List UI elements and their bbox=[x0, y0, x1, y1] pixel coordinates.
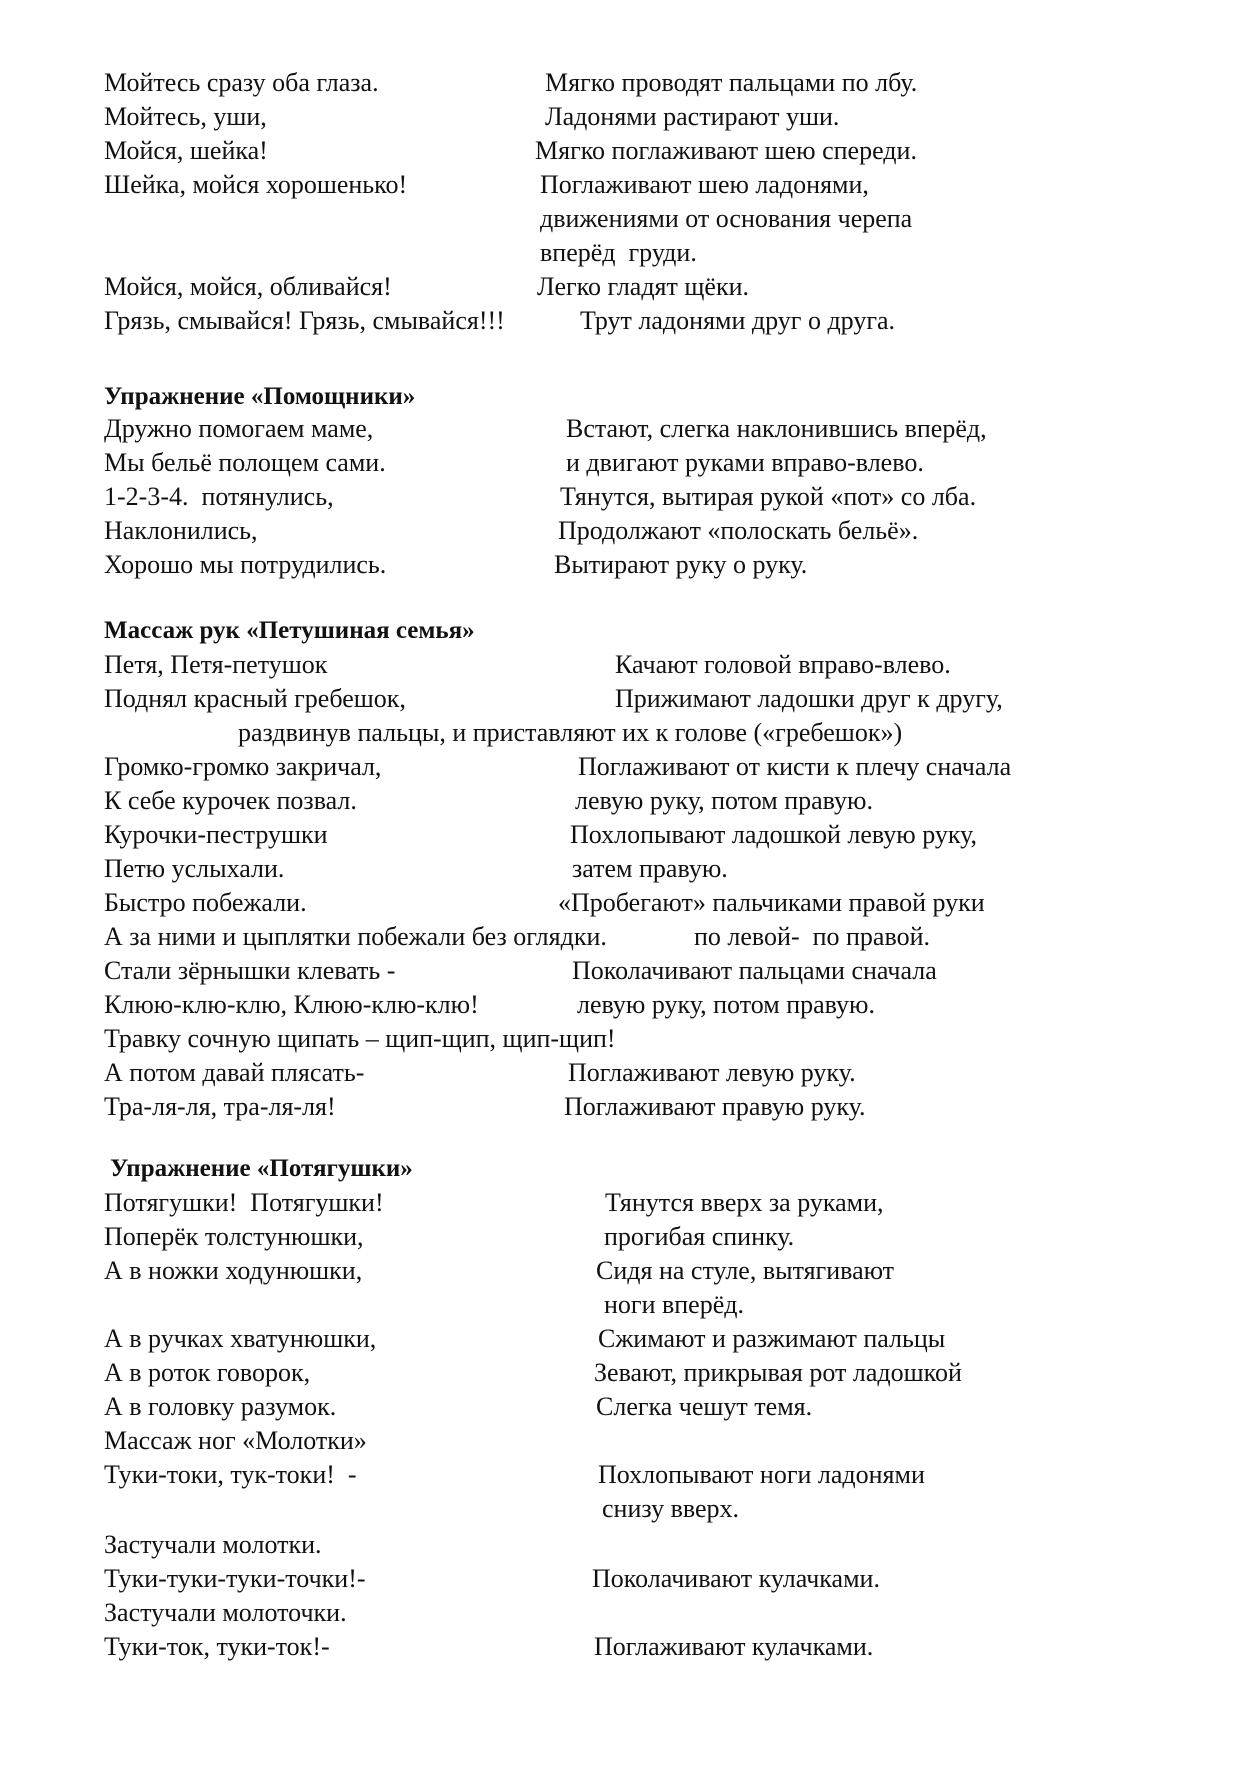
action-text: Поглаживают левую руку. bbox=[568, 1058, 856, 1087]
verse-line bbox=[0, 1288, 1240, 1322]
action-text: Мягко проводят пальцами по лбу. bbox=[545, 68, 918, 97]
verse-text: Потягушки! Потягушки! bbox=[104, 1188, 384, 1217]
action-text: Мягко поглаживают шею спереди. bbox=[535, 136, 917, 165]
verse-line bbox=[0, 446, 1240, 480]
verse-text: Тра-ля-ля, тра-ля-ля! bbox=[104, 1092, 336, 1121]
verse-text: А в роток говорок, bbox=[104, 1358, 311, 1387]
verse-line bbox=[0, 480, 1240, 514]
verse-line bbox=[0, 682, 1240, 716]
verse-text: Шейка, мойся хорошенько! bbox=[104, 170, 408, 199]
verse-line bbox=[0, 1254, 1240, 1288]
verse-line bbox=[0, 1630, 1240, 1664]
action-text: Поглаживают от кисти к плечу сначала bbox=[578, 752, 1012, 781]
verse-line bbox=[0, 648, 1240, 682]
verse-line bbox=[0, 954, 1240, 988]
verse-text: Стали зёрнышки клевать - bbox=[104, 956, 396, 985]
verse-line bbox=[0, 202, 1240, 236]
verse-text: Быстро побежали. bbox=[104, 888, 307, 917]
verse-text: Петя, Петя-петушок bbox=[104, 650, 328, 679]
action-text: Поглаживают кулачками. bbox=[594, 1632, 874, 1661]
verse-line bbox=[0, 100, 1240, 134]
action-text: ноги вперёд. bbox=[604, 1290, 744, 1319]
action-text: Поглаживают шею ладонями, bbox=[540, 170, 869, 199]
action-text: Сидя на стуле, вытягивают bbox=[596, 1256, 895, 1285]
action-text: прогибая спинку. bbox=[604, 1222, 795, 1251]
action-text: Похлопывают ладошкой левую руку, bbox=[570, 820, 978, 849]
action-text: Вытирают руку о руку. bbox=[554, 550, 808, 579]
verse-text: Мойтесь сразу оба глаза. bbox=[104, 68, 379, 97]
verse-line bbox=[0, 304, 1240, 338]
verse-line bbox=[0, 784, 1240, 818]
verse-line bbox=[0, 134, 1240, 168]
verse-line bbox=[0, 852, 1240, 886]
action-text: Легко гладят щёки. bbox=[537, 272, 749, 301]
verse-text: Мойся, шейка! bbox=[104, 136, 268, 165]
verse-text: А в головку разумок. bbox=[104, 1392, 337, 1421]
verse-line bbox=[0, 1322, 1240, 1356]
section-title: Массаж рук «Петушиная семья» bbox=[104, 617, 475, 644]
verse-line bbox=[0, 1056, 1240, 1090]
verse-line bbox=[0, 750, 1240, 784]
verse-line bbox=[0, 716, 1240, 750]
verse-text: Поперёк толстунюшки, bbox=[104, 1222, 364, 1251]
action-text: Встают, слегка наклонившись вперёд, bbox=[566, 414, 987, 443]
action-text: затем правую. bbox=[572, 854, 728, 883]
action-text: Трут ладонями друг о друга. bbox=[580, 306, 896, 335]
action-text: Тянутся вверх за руками, bbox=[605, 1188, 884, 1217]
verse-text: Громко-громко закричал, bbox=[104, 752, 382, 781]
verse-line bbox=[0, 1596, 1240, 1630]
action-text: Поколачивают пальцами сначала bbox=[572, 956, 937, 985]
section-title: Упражнение «Помощники» bbox=[104, 383, 416, 410]
action-text: вперёд груди. bbox=[540, 238, 697, 267]
action-text: левую руку, потом правую. bbox=[575, 786, 873, 815]
verse-text: Грязь, смывайся! Грязь, смывайся!!! bbox=[104, 306, 505, 335]
action-text: Прижимают ладошки друг к другу, bbox=[615, 684, 1003, 713]
verse-line bbox=[0, 1562, 1240, 1596]
verse-line bbox=[0, 66, 1240, 100]
verse-line bbox=[0, 1090, 1240, 1124]
verse-text: Поднял красный гребешок, bbox=[104, 684, 406, 713]
action-text: Продолжают «полоскать бельё». bbox=[558, 516, 919, 545]
verse-text: Мойся, мойся, обливайся! bbox=[104, 272, 392, 301]
verse-text: Туки-ток, туки-ток!- bbox=[104, 1632, 330, 1661]
action-text: Похлопывают ноги ладонями bbox=[598, 1460, 925, 1489]
verse-text: Травку сочную щипать – щип-щип, щип-щип! bbox=[104, 1024, 616, 1053]
verse-line bbox=[0, 1528, 1240, 1562]
verse-line bbox=[0, 236, 1240, 270]
verse-line bbox=[0, 1022, 1240, 1056]
action-text: «Пробегают» пальчиками правой руки bbox=[558, 888, 985, 917]
verse-line bbox=[0, 1390, 1240, 1424]
verse-line bbox=[0, 988, 1240, 1022]
verse-line bbox=[0, 1220, 1240, 1254]
action-text: раздвинув пальцы, и приставляют их к голове («гребешок») bbox=[238, 718, 903, 747]
action-text: Слегка чешут темя. bbox=[596, 1392, 813, 1421]
verse-text: Мы бельё полощем сами. bbox=[104, 448, 386, 477]
verse-text: А в ножки ходунюшки, bbox=[104, 1256, 363, 1285]
verse-text: К себе курочек позвал. bbox=[104, 786, 357, 815]
verse-line bbox=[0, 1458, 1240, 1492]
action-text: Тянутся, вытирая рукой «пот» со лба. bbox=[560, 482, 977, 511]
verse-line bbox=[0, 514, 1240, 548]
action-text: и двигают руками вправо-влево. bbox=[566, 448, 924, 477]
action-text: левую руку, потом правую. bbox=[577, 990, 875, 1019]
verse-text: А потом давай плясать- bbox=[104, 1058, 365, 1087]
verse-text: А в ручках хватунюшки, bbox=[104, 1324, 377, 1353]
verse-line bbox=[0, 920, 1240, 954]
verse-line bbox=[0, 818, 1240, 852]
verse-text: Туки-туки-туки-точки!- bbox=[104, 1564, 366, 1593]
verse-text: Застучали молоточки. bbox=[104, 1598, 347, 1627]
action-text: по левой- по правой. bbox=[694, 922, 930, 951]
action-text: Зевают, прикрывая рот ладошкой bbox=[594, 1358, 962, 1387]
verse-line bbox=[0, 412, 1240, 446]
subsection-title: Массаж ног «Молотки» bbox=[104, 1426, 367, 1455]
verse-line bbox=[0, 1492, 1240, 1526]
action-text: Качают головой вправо-влево. bbox=[615, 650, 951, 679]
action-text: Поколачивают кулачками. bbox=[592, 1564, 880, 1593]
action-text: снизу вверх. bbox=[602, 1494, 740, 1523]
action-text: Поглаживают правую руку. bbox=[564, 1092, 866, 1121]
verse-line bbox=[0, 168, 1240, 202]
verse-text: Хорошо мы потрудились. bbox=[104, 550, 387, 579]
verse-text: Петю услыхали. bbox=[104, 854, 285, 883]
action-text: Сжимают и разжимают пальцы bbox=[598, 1324, 946, 1353]
verse-text: Клюю-клю-клю, Клюю-клю-клю! bbox=[104, 990, 479, 1019]
action-text: Ладонями растирают уши. bbox=[545, 102, 840, 131]
verse-line bbox=[0, 270, 1240, 304]
verse-text: Курочки-пеструшки bbox=[104, 820, 328, 849]
verse-line bbox=[0, 886, 1240, 920]
verse-text: Мойтесь, уши, bbox=[104, 102, 267, 131]
verse-text: А за ними и цыплятки побежали без оглядки. bbox=[104, 922, 607, 951]
verse-text: Туки-токи, тук-токи! - bbox=[104, 1460, 357, 1489]
verse-text: Дружно помогаем маме, bbox=[104, 414, 374, 443]
verse-text: 1-2-3-4. потянулись, bbox=[104, 482, 334, 511]
verse-text: Наклонились, bbox=[104, 516, 258, 545]
verse-line bbox=[0, 548, 1240, 582]
verse-line bbox=[0, 1186, 1240, 1220]
verse-line bbox=[0, 1356, 1240, 1390]
action-text: движениями от основания черепа bbox=[540, 204, 913, 233]
section-title: Упражнение «Потягушки» bbox=[110, 1155, 413, 1182]
verse-line bbox=[0, 1424, 1240, 1458]
verse-text: Застучали молотки. bbox=[104, 1530, 322, 1559]
